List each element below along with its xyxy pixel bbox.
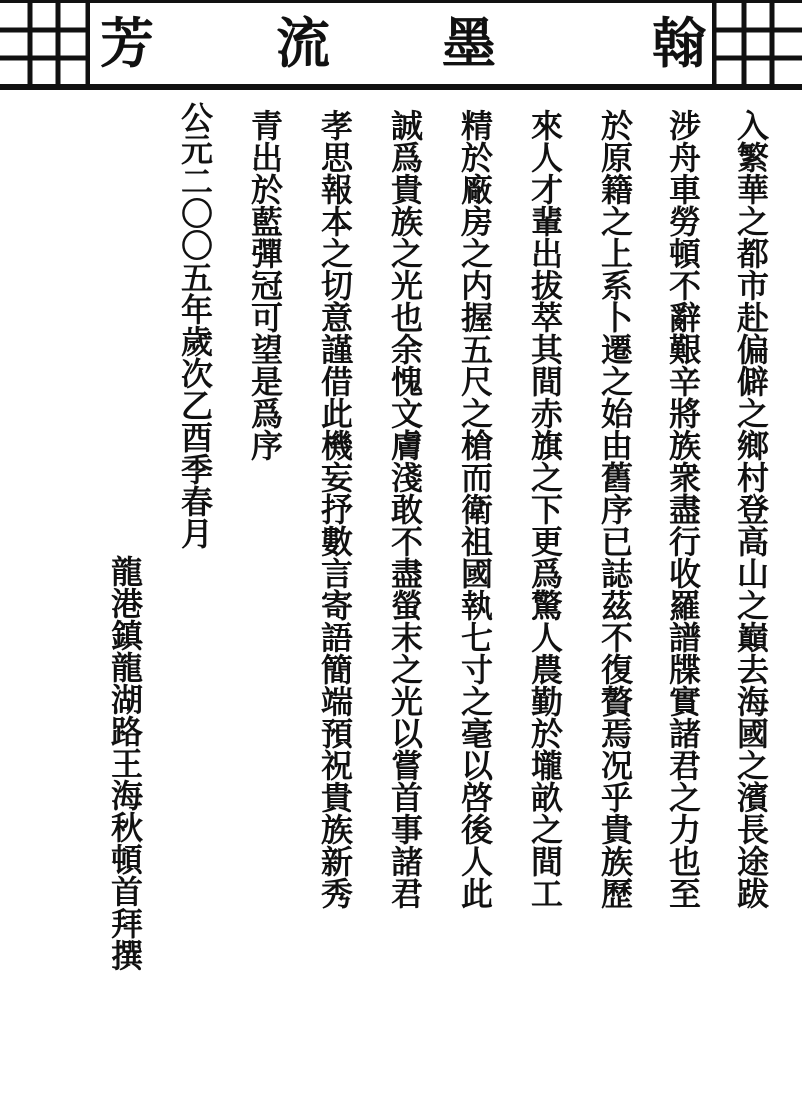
title-char-1: 翰	[652, 11, 706, 75]
text-column-4: 來人才輩出拔萃其間赤旗之下更爲驚人農勤於壠畝之間工	[526, 109, 564, 909]
left-fret-ornament-icon	[0, 0, 90, 86]
title-char-2: 墨	[442, 11, 496, 75]
text-column-5: 精於廠房之内握五尺之槍而衛祖國執七寸之毫以啓後人此	[456, 109, 494, 909]
top-rule	[0, 0, 802, 3]
text-column-7: 孝思報本之切意謹借此機妄抒數言寄語簡端預祝貴族新秀	[316, 109, 354, 909]
bottom-rule	[0, 84, 802, 90]
title-char-3: 流	[276, 11, 330, 75]
preface-text	[0, 95, 802, 1099]
right-fret-ornament-icon	[712, 0, 802, 86]
text-column-1: 入繁華之都市赴偏僻之鄉村登高山之巔去海國之濱長途跋	[732, 109, 770, 909]
text-column-2: 涉舟車勞頓不辭艱辛將族衆盡行收羅譜牒實諸君之力也至	[664, 109, 702, 909]
header-banner	[0, 0, 802, 92]
text-column-6: 誠爲貴族之光也余愧文膚淺敢不盡螢末之光以嘗首事諸君	[386, 109, 424, 909]
author-signature: 龍港鎮龍湖路王海秋頓首拜撰	[106, 555, 144, 971]
text-column-8: 青出於藍彈冠可望是爲序	[246, 109, 284, 461]
date-line: 公元二〇〇五年歲次乙酉季春月	[176, 101, 214, 549]
title-char-4: 芳	[100, 11, 154, 75]
text-column-3: 於原籍之上系卜遷之始由舊序已誌茲不復贅焉况乎貴族歷	[596, 109, 634, 909]
